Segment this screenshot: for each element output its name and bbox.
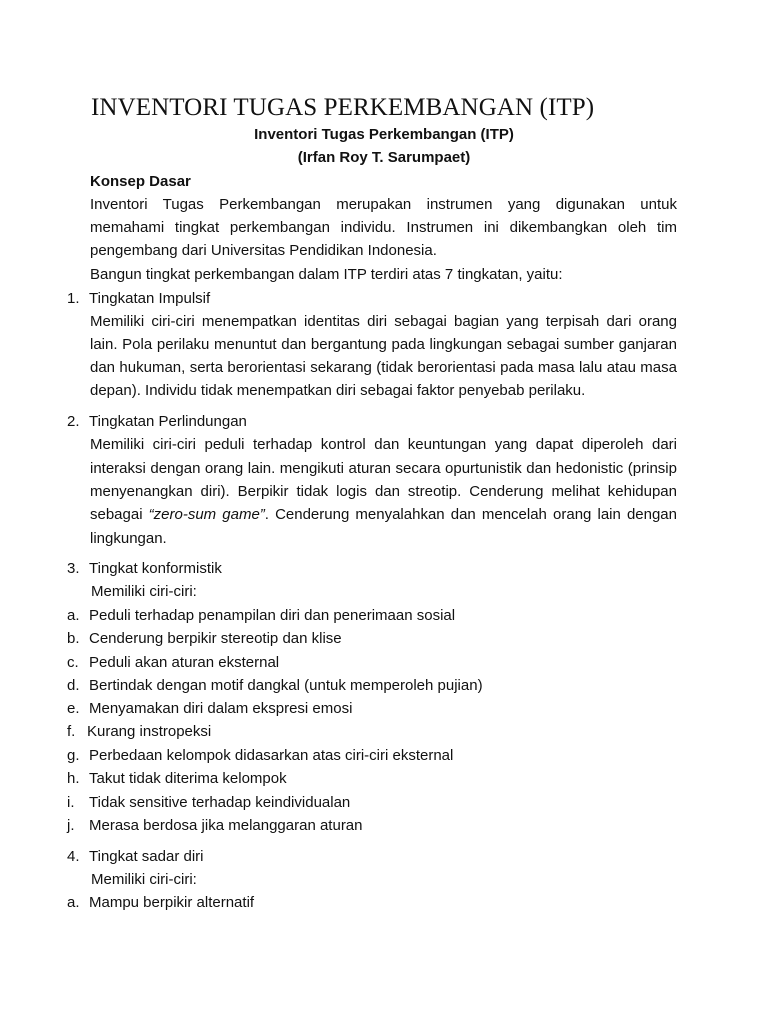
item-letter: a. [67,607,80,624]
item-text: Mampu berpikir alternatif [89,894,255,911]
section-heading: Konsep Dasar [90,173,191,190]
item-text: Merasa berdosa jika melanggaran aturan [89,817,363,834]
level-text-line: lingkungan. [90,530,167,547]
level-intro: Memiliki ciri-ciri: [91,871,197,888]
level-text-line: dan hukuman, serta berorientasi sekarang (tidak berorientasi pada masa lalu atau masa [90,359,677,376]
document-subtitle: Inventori Tugas Perkembangan (ITP) [254,126,514,143]
item-letter: d. [67,677,80,694]
item-letter: h. [67,770,80,787]
level-text-line: interaksi dengan orang lain. mengikuti aturan secara opurtunistik dan hedonistic (prinsip [90,460,677,477]
level-text-line [90,503,677,526]
item-letter: a. [67,894,80,911]
level-name: Tingkatan Perlindungan [89,413,247,430]
item-letter: c. [67,654,79,671]
item-text: Bertindak dengan motif dangkal (untuk memperoleh pujian) [89,677,483,694]
level-text-line: depan). Individu tidak menempatkan diri sebagai faktor penyebab perilaku. [90,382,586,399]
item-letter: f. [67,723,76,740]
text-run: sebagai [90,506,149,523]
text-run: . Cenderung menyalahkan dan mencelah orang lain dengan [264,506,677,523]
intro-line: Inventori Tugas Perkembangan merupakan instrumen yang digunakan untuk [90,196,677,213]
level-text-line: Memiliki ciri-ciri peduli terhadap kontrol dan keuntungan yang dapat diperoleh dari [90,436,677,453]
level-number: 2. [67,413,80,430]
document-author: (Irfan Roy T. Sarumpaet) [297,149,471,166]
level-number: 1. [67,290,80,307]
level-number: 3. [67,560,80,577]
intro-line: pengembang dari Universitas Pendidikan Indonesia. [90,242,437,259]
level-number: 4. [67,848,80,865]
document-title: INVENTORI TUGAS PERKEMBANGAN (ITP) [91,94,595,121]
item-letter: i. [67,794,75,811]
item-letter: g. [67,747,80,764]
item-text: Kurang instropeksi [87,723,212,740]
item-text: Cenderung berpikir stereotip dan klise [89,630,342,647]
intro-line: Bangun tingkat perkembangan dalam ITP terdiri atas 7 tingkatan, yaitu: [90,266,563,283]
level-name: Tingkat konformistik [89,560,222,577]
item-text: Perbedaan kelompok didasarkan atas ciri-ciri eksternal [89,747,454,764]
item-letter: b. [67,630,80,647]
level-text-line: lain. Pola perilaku menuntut dan bergantung pada lingkungan sebagai sumber ganjaran [90,336,677,353]
level-name: Tingkatan Impulsif [89,290,211,307]
item-text: Peduli akan aturan eksternal [89,654,280,671]
intro-line: memahami tingkat perkembangan individu. Instrumen ini dikembangkan oleh tim [90,219,677,236]
level-text-line: menyenangkan diri). Berpikir tidak logis dan streotip. Cenderung melihat kehidupan [90,483,677,500]
item-text: Peduli terhadap penampilan diri dan penerimaan sosial [89,607,456,624]
item-text: Menyamakan diri dalam ekspresi emosi [89,700,353,717]
item-text: Tidak sensitive terhadap keindividualan [89,794,351,811]
level-name: Tingkat sadar diri [89,848,204,865]
item-letter: e. [67,700,80,717]
level-text-line: Memiliki ciri-ciri menempatkan identitas diri sebagai bagian yang terpisah dari orang [90,313,677,330]
item-letter: j. [67,817,75,834]
item-text: Takut tidak diterima kelompok [89,770,287,787]
emphasized-text: “zero-sum game” [148,506,265,523]
level-intro: Memiliki ciri-ciri: [91,583,197,600]
